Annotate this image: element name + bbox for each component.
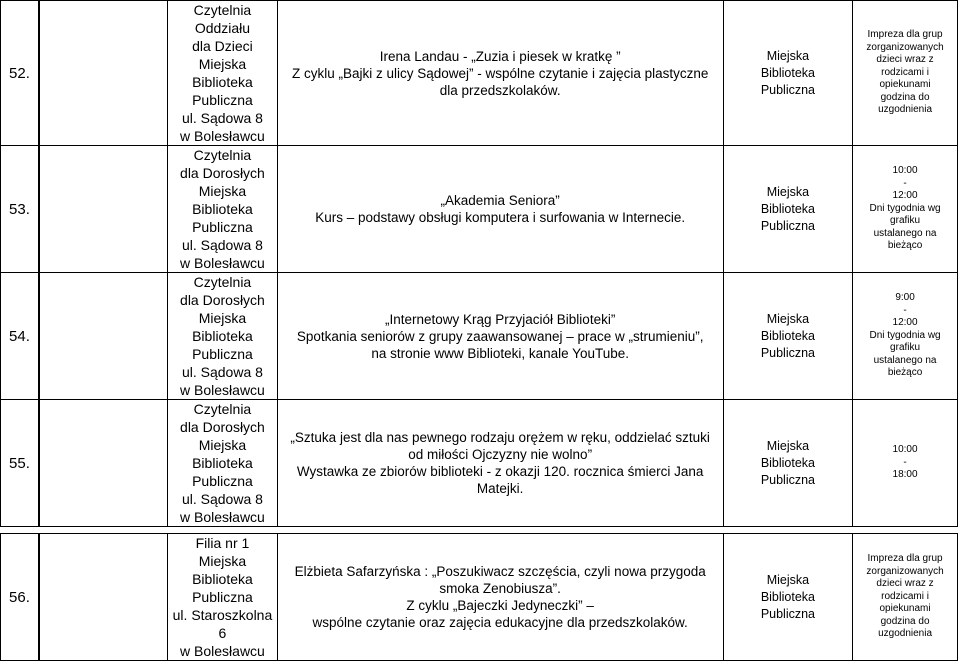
cell-line: Czytelnia bbox=[193, 401, 252, 417]
cell-line: ul. Sądowa 8 bbox=[181, 491, 263, 507]
cell-line: Biblioteka bbox=[760, 328, 816, 343]
spacer-cell bbox=[40, 400, 168, 527]
cell-line: „Sztuka jest dla nas pewnego rodzaju orężem w ręku, oddzielać sztuki bbox=[290, 430, 710, 445]
cell-line: - bbox=[903, 304, 907, 316]
cell-line: Czytelnia bbox=[193, 274, 252, 290]
cell-line: dzieci wraz z bbox=[876, 54, 934, 66]
cell-line: od miłości Ojczyzny nie wolno” bbox=[408, 447, 593, 462]
description-cell bbox=[277, 400, 723, 527]
cell-line: Biblioteka bbox=[760, 65, 816, 80]
cell-line: w Bolesławcu bbox=[180, 128, 265, 144]
table-row bbox=[1, 534, 958, 661]
organizer-cell bbox=[723, 534, 852, 661]
table-row bbox=[1, 1, 958, 146]
organizer-cell bbox=[723, 400, 852, 527]
organizer-cell bbox=[723, 273, 852, 400]
cell-line: w Bolesławcu bbox=[180, 255, 265, 271]
cell-line: Miejska bbox=[198, 183, 247, 199]
cell-line: Biblioteka bbox=[192, 74, 253, 90]
cell-line: uzgodnienia bbox=[878, 628, 933, 640]
organizer-cell bbox=[723, 146, 852, 273]
time-cell bbox=[853, 1, 958, 146]
cell-line: ustalanego na bbox=[873, 354, 937, 366]
cell-line: - bbox=[903, 456, 907, 468]
cell-line: Biblioteka bbox=[192, 455, 253, 471]
cell-line: ul. Sądowa 8 bbox=[181, 364, 263, 380]
time-cell bbox=[853, 273, 958, 400]
cell-line: Publiczna bbox=[192, 219, 253, 235]
cell-line: 10:00 bbox=[892, 165, 918, 177]
cell-line: dla przedszkolaków. bbox=[439, 82, 561, 98]
cell-line: „Internetowy Krąg Przyjaciół Biblioteki” bbox=[384, 311, 616, 327]
cell-line: Publiczna bbox=[760, 345, 816, 360]
cell-line: smoka Zenobiusza”. bbox=[439, 581, 561, 596]
cell-line: Biblioteka bbox=[760, 455, 816, 470]
cell-line: w Bolesławcu bbox=[180, 382, 265, 398]
cell-line: Miejska bbox=[198, 56, 247, 72]
cell-line: Impreza dla grup bbox=[867, 29, 943, 41]
cell-line: wspólne czytanie oraz zajęcia edukacyjne dla przedszkolaków. bbox=[312, 615, 688, 630]
cell-line: Czytelnia bbox=[193, 2, 252, 18]
time-cell bbox=[853, 534, 958, 661]
spacer-cell bbox=[40, 534, 168, 661]
cell-line: 12:00 bbox=[892, 317, 918, 329]
cell-line: Biblioteka bbox=[192, 201, 253, 217]
cell-line: Miejska bbox=[198, 437, 247, 453]
cell-line: godzina do bbox=[880, 91, 930, 103]
venue-cell bbox=[168, 146, 277, 273]
cell-line: Filia nr 1 bbox=[195, 535, 250, 551]
cell-line: godzina do bbox=[880, 615, 930, 627]
cell-line: Biblioteka bbox=[760, 589, 816, 604]
cell-line: „Akademia Seniora” bbox=[440, 193, 560, 208]
cell-line: zorganizowanych bbox=[866, 565, 944, 577]
cell-line: Biblioteka bbox=[760, 201, 816, 216]
row-number: 52. bbox=[1, 1, 39, 146]
cell-line: Publiczna bbox=[192, 346, 253, 362]
row-separator bbox=[1, 527, 958, 534]
cell-line: Publiczna bbox=[192, 589, 253, 605]
table-row bbox=[1, 273, 958, 400]
cell-line: na stronie www Biblioteki, kanale YouTube. bbox=[371, 345, 629, 361]
cell-line: Dni tygodnia wg bbox=[869, 329, 941, 341]
cell-line: dla Dzieci bbox=[192, 38, 253, 54]
cell-line: Publiczna bbox=[760, 218, 816, 233]
venue-cell bbox=[168, 534, 277, 661]
cell-line: uzgodnienia bbox=[878, 104, 933, 116]
description-cell bbox=[277, 1, 723, 146]
cell-line: ul. Staroszkolna 6 bbox=[172, 607, 273, 641]
cell-line: Miejska bbox=[766, 48, 810, 63]
cell-line: Miejska bbox=[766, 572, 810, 587]
cell-line: ustalanego na bbox=[873, 227, 937, 239]
organizer-cell bbox=[723, 1, 852, 146]
cell-line: Z cyklu „Bajeczki Jedyneczki” – bbox=[406, 598, 594, 613]
cell-line: Irena Landau - „Zuzia i piesek w kratkę ” bbox=[379, 48, 621, 64]
time-cell bbox=[853, 400, 958, 527]
separator-cell bbox=[1, 527, 958, 534]
cell-line: Wystawka ze zbiorów biblioteki - z okazji 120. rocznica śmierci Jana bbox=[296, 464, 704, 479]
cell-line: dla Dorosłych bbox=[180, 292, 265, 308]
spacer-cell bbox=[40, 146, 168, 273]
cell-line: Elżbieta Safarzyńska : „Poszukiwacz szczęścia, czyli nowa przygoda bbox=[294, 564, 706, 579]
cell-line: Publiczna bbox=[192, 92, 253, 108]
row-number: 55. bbox=[1, 400, 39, 527]
cell-line: ul. Sądowa 8 bbox=[181, 237, 263, 253]
description-cell bbox=[277, 146, 723, 273]
cell-line: Miejska bbox=[766, 311, 810, 326]
cell-line: w Bolesławcu bbox=[180, 509, 265, 525]
cell-line: 10:00 bbox=[892, 444, 918, 456]
venue-cell bbox=[168, 1, 277, 146]
cell-line: Impreza dla grup bbox=[867, 553, 943, 565]
cell-line: rodzicami i bbox=[881, 590, 929, 602]
table-row bbox=[1, 400, 958, 527]
row-number: 56. bbox=[1, 534, 39, 661]
cell-line: Kurs – podstawy obsługi komputera i surfowania w Internecie. bbox=[315, 210, 686, 225]
cell-line: opiekunami bbox=[879, 79, 931, 91]
spacer-cell bbox=[40, 1, 168, 146]
cell-line: Miejska bbox=[766, 438, 810, 453]
cell-line: zorganizowanych bbox=[866, 41, 944, 53]
cell-line: Z cyklu „Bajki z ulicy Sądowej” - wspólne czytanie i zajęcia plastyczne bbox=[291, 65, 709, 81]
cell-line: dla Dorosłych bbox=[180, 419, 265, 435]
cell-line: Matejki. bbox=[476, 481, 524, 496]
cell-line: bieżąco bbox=[887, 367, 923, 379]
cell-line: 12:00 bbox=[892, 190, 918, 202]
cell-line: Biblioteka bbox=[192, 328, 253, 344]
spacer-cell bbox=[40, 273, 168, 400]
cell-line: grafiku bbox=[890, 342, 921, 354]
cell-line: Publiczna bbox=[760, 472, 816, 487]
time-cell bbox=[853, 146, 958, 273]
cell-line: Publiczna bbox=[192, 473, 253, 489]
cell-line: 9:00 bbox=[895, 292, 915, 304]
cell-line: w Bolesławcu bbox=[180, 643, 265, 659]
description-cell bbox=[277, 534, 723, 661]
cell-line: bieżąco bbox=[887, 240, 923, 252]
description-cell bbox=[277, 273, 723, 400]
row-number: 53. bbox=[1, 146, 39, 273]
cell-line: Biblioteka bbox=[192, 571, 253, 587]
venue-cell bbox=[168, 273, 277, 400]
cell-line: Dni tygodnia wg bbox=[869, 202, 941, 214]
table-row bbox=[1, 146, 958, 273]
cell-line: Publiczna bbox=[760, 82, 816, 97]
cell-line: Czytelnia bbox=[193, 147, 252, 163]
cell-line: opiekunami bbox=[879, 603, 931, 615]
cell-line: Miejska bbox=[198, 553, 247, 569]
cell-line: Publiczna bbox=[760, 606, 816, 621]
cell-line: Spotkania seniorów z grupy zaawansowanej – prace w „strumieniu”, bbox=[296, 328, 704, 344]
cell-line: Miejska bbox=[198, 310, 247, 326]
row-number: 54. bbox=[1, 273, 39, 400]
cell-line: - bbox=[903, 177, 907, 189]
cell-line: 18:00 bbox=[892, 469, 918, 481]
cell-line: ul. Sądowa 8 bbox=[181, 110, 263, 126]
cell-line: dla Dorosłych bbox=[180, 165, 265, 181]
cell-line: Oddziału bbox=[194, 20, 251, 36]
cell-line: dzieci wraz z bbox=[876, 578, 934, 590]
cell-line: Miejska bbox=[766, 184, 810, 199]
cell-line: rodzicami i bbox=[881, 66, 929, 78]
cell-line: grafiku bbox=[890, 215, 921, 227]
venue-cell bbox=[168, 400, 277, 527]
